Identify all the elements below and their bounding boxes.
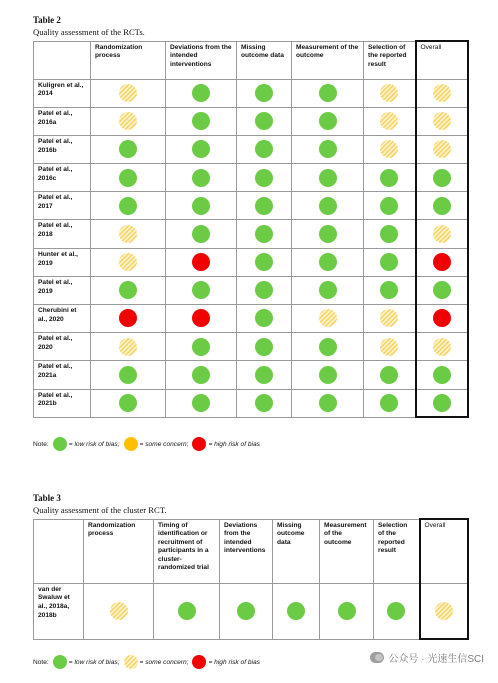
note-low-text: = low risk of bias; — [68, 440, 120, 448]
rating-cell — [364, 276, 416, 304]
low-risk-icon — [380, 169, 398, 187]
rating-cell — [292, 220, 364, 248]
column-header: Overall — [420, 519, 468, 583]
low-risk-icon — [255, 366, 273, 384]
table-row — [34, 333, 468, 361]
column-header: Missing outcome data — [237, 41, 292, 79]
header-row — [34, 519, 468, 583]
study-label: Patel et al., 2016b — [34, 135, 91, 163]
rating-cell — [166, 135, 237, 163]
some-concern-icon — [110, 602, 128, 620]
rating-cell — [292, 79, 364, 107]
low-risk-icon — [255, 281, 273, 299]
rating-cell — [166, 389, 237, 417]
study-label: Patel et al., 2021a — [34, 361, 91, 389]
low-risk-icon — [319, 338, 337, 356]
rating-cell — [91, 248, 166, 276]
rating-cell — [91, 361, 166, 389]
some-concern-icon — [119, 84, 137, 102]
low-risk-icon — [119, 366, 137, 384]
low-risk-icon — [380, 253, 398, 271]
table-row — [34, 305, 468, 333]
low-risk-icon — [255, 169, 273, 187]
column-header: Missing outcome data — [273, 519, 320, 583]
high-risk-icon — [433, 309, 451, 327]
rating-cell — [84, 583, 154, 639]
low-risk-icon — [319, 225, 337, 243]
low-risk-icon — [255, 309, 273, 327]
table-row — [34, 583, 468, 639]
low-risk-icon — [380, 366, 398, 384]
low-risk-icon — [192, 225, 210, 243]
table3-grid — [33, 518, 469, 640]
header-blank — [34, 519, 84, 583]
column-header: Timing of identification or recruitment of participants in a cluster-randomized trial — [154, 519, 220, 583]
some-concern-legend-icon — [124, 437, 138, 451]
some-concern-icon — [433, 140, 451, 158]
rating-cell — [364, 361, 416, 389]
high-risk-icon — [192, 309, 210, 327]
low-risk-icon — [192, 366, 210, 384]
rating-cell — [416, 276, 468, 304]
rating-cell — [364, 220, 416, 248]
rating-cell — [364, 305, 416, 333]
table-row — [34, 192, 468, 220]
high-risk-legend-icon — [192, 655, 206, 669]
rating-cell — [364, 107, 416, 135]
some-concern-icon — [433, 225, 451, 243]
some-concern-icon — [380, 338, 398, 356]
rating-cell — [166, 305, 237, 333]
low-risk-icon — [119, 394, 137, 412]
rating-cell — [237, 220, 292, 248]
high-risk-legend-icon — [192, 437, 206, 451]
low-risk-icon — [433, 169, 451, 187]
rating-cell — [237, 107, 292, 135]
rating-cell — [364, 164, 416, 192]
some-concern-icon — [435, 602, 453, 620]
table2-note — [33, 437, 260, 451]
rating-cell — [292, 333, 364, 361]
study-label: Patel et al., 2021b — [34, 389, 91, 417]
rating-cell — [166, 361, 237, 389]
rating-cell — [237, 333, 292, 361]
study-label: Patel et al., 2016a — [34, 107, 91, 135]
low-risk-icon — [319, 281, 337, 299]
low-risk-icon — [319, 140, 337, 158]
rating-cell — [166, 333, 237, 361]
table2-grid — [33, 40, 469, 418]
study-label: Kuligren et al., 2014 — [34, 79, 91, 107]
table-row — [34, 79, 468, 107]
rating-cell — [292, 305, 364, 333]
low-risk-icon — [433, 366, 451, 384]
column-header: Randomization process — [91, 41, 166, 79]
low-risk-icon — [433, 197, 451, 215]
low-risk-icon — [319, 197, 337, 215]
some-concern-icon — [119, 225, 137, 243]
low-risk-icon — [433, 281, 451, 299]
low-risk-legend-icon — [53, 655, 67, 669]
low-risk-icon — [319, 169, 337, 187]
low-risk-icon — [237, 602, 255, 620]
rating-cell — [292, 164, 364, 192]
rating-cell — [220, 583, 273, 639]
study-label: Cherubini et al., 2020 — [34, 305, 91, 333]
rating-cell — [320, 583, 374, 639]
some-concern-icon — [119, 112, 137, 130]
low-risk-icon — [319, 366, 337, 384]
low-risk-icon — [287, 602, 305, 620]
rating-cell — [91, 79, 166, 107]
column-header: Overall — [416, 41, 468, 79]
rating-cell — [364, 79, 416, 107]
rating-cell — [416, 135, 468, 163]
study-label: van der Swaluw et al., 2018a, 2018b — [34, 583, 84, 639]
note-concern-text: = some concern; — [139, 440, 189, 448]
some-concern-icon — [433, 112, 451, 130]
some-concern-icon — [380, 84, 398, 102]
note-high-text: = high risk of bias — [208, 440, 260, 448]
header-blank — [34, 41, 91, 79]
rating-cell — [292, 361, 364, 389]
wechat-icon — [370, 652, 384, 663]
table3-title: Table 3 — [33, 493, 61, 503]
table3-note — [33, 655, 260, 669]
study-label: Patel et al., 2020 — [34, 333, 91, 361]
rating-cell — [364, 135, 416, 163]
low-risk-icon — [119, 281, 137, 299]
low-risk-icon — [178, 602, 196, 620]
low-risk-icon — [192, 281, 210, 299]
note-low-text: = low risk of bias; — [68, 658, 120, 666]
rating-cell — [91, 305, 166, 333]
table2-caption: Quality assessment of the RCTs. — [33, 27, 145, 37]
low-risk-icon — [319, 253, 337, 271]
low-risk-legend-icon — [53, 437, 67, 451]
table-row — [34, 248, 468, 276]
low-risk-icon — [255, 394, 273, 412]
low-risk-icon — [192, 140, 210, 158]
rating-cell — [91, 135, 166, 163]
rating-cell — [91, 389, 166, 417]
low-risk-icon — [319, 394, 337, 412]
low-risk-icon — [255, 225, 273, 243]
rating-cell — [292, 248, 364, 276]
study-label: Patel et al., 2016c — [34, 164, 91, 192]
rating-cell — [364, 389, 416, 417]
low-risk-icon — [319, 112, 337, 130]
rating-cell — [292, 107, 364, 135]
watermark-text: 公众号 · 光速生信SCI — [388, 654, 484, 665]
table-row — [34, 361, 468, 389]
rating-cell — [416, 389, 468, 417]
rating-cell — [166, 192, 237, 220]
rating-cell — [374, 583, 420, 639]
rating-cell — [364, 192, 416, 220]
some-concern-icon — [433, 84, 451, 102]
note-concern-text: = some concern; — [139, 658, 189, 666]
rating-cell — [154, 583, 220, 639]
rating-cell — [237, 389, 292, 417]
rating-cell — [416, 248, 468, 276]
rating-cell — [416, 220, 468, 248]
low-risk-icon — [380, 225, 398, 243]
rating-cell — [292, 135, 364, 163]
table-row — [34, 220, 468, 248]
rating-cell — [91, 164, 166, 192]
note-label: Note: — [33, 440, 49, 448]
high-risk-icon — [433, 253, 451, 271]
low-risk-icon — [192, 394, 210, 412]
study-label: Hunter et al., 2019 — [34, 248, 91, 276]
low-risk-icon — [255, 112, 273, 130]
column-header: Measurement of the outcome — [292, 41, 364, 79]
low-risk-icon — [338, 602, 356, 620]
rating-cell — [166, 220, 237, 248]
note-high-text: = high risk of bias — [208, 658, 260, 666]
rating-cell — [237, 361, 292, 389]
rating-cell — [91, 192, 166, 220]
low-risk-icon — [119, 197, 137, 215]
table-row — [34, 107, 468, 135]
some-concern-icon — [119, 253, 137, 271]
low-risk-icon — [380, 394, 398, 412]
rating-cell — [166, 248, 237, 276]
table-row — [34, 135, 468, 163]
some-concern-icon — [119, 338, 137, 356]
rating-cell — [364, 333, 416, 361]
low-risk-icon — [433, 394, 451, 412]
rating-cell — [237, 276, 292, 304]
low-risk-icon — [119, 140, 137, 158]
low-risk-icon — [192, 338, 210, 356]
rating-cell — [237, 79, 292, 107]
high-risk-icon — [119, 309, 137, 327]
rating-cell — [237, 305, 292, 333]
rating-cell — [416, 305, 468, 333]
some-concern-legend-icon — [124, 655, 138, 669]
rating-cell — [237, 192, 292, 220]
rating-cell — [292, 276, 364, 304]
column-header: Selection of the reported result — [374, 519, 420, 583]
study-label: Patel et al., 2017 — [34, 192, 91, 220]
table-row — [34, 164, 468, 192]
low-risk-icon — [255, 197, 273, 215]
low-risk-icon — [255, 253, 273, 271]
rating-cell — [416, 79, 468, 107]
table3-caption: Quality assessment of the cluster RCT. — [33, 505, 167, 515]
some-concern-icon — [380, 309, 398, 327]
low-risk-icon — [255, 84, 273, 102]
rating-cell — [91, 333, 166, 361]
some-concern-icon — [380, 140, 398, 158]
column-header: Deviations from the intended interventions — [166, 41, 237, 79]
rating-cell — [91, 276, 166, 304]
low-risk-icon — [380, 281, 398, 299]
some-concern-icon — [433, 338, 451, 356]
low-risk-icon — [192, 169, 210, 187]
rating-cell — [237, 164, 292, 192]
rating-cell — [292, 389, 364, 417]
column-header: Randomization process — [84, 519, 154, 583]
low-risk-icon — [192, 84, 210, 102]
table-row — [34, 389, 468, 417]
rating-cell — [416, 192, 468, 220]
rating-cell — [166, 164, 237, 192]
column-header: Deviations from the intended interventions — [220, 519, 273, 583]
high-risk-icon — [192, 253, 210, 271]
some-concern-icon — [380, 112, 398, 130]
rating-cell — [416, 333, 468, 361]
low-risk-icon — [387, 602, 405, 620]
rating-cell — [166, 276, 237, 304]
rating-cell — [416, 361, 468, 389]
rating-cell — [416, 164, 468, 192]
rating-cell — [91, 220, 166, 248]
rating-cell — [292, 192, 364, 220]
rating-cell — [420, 583, 468, 639]
rating-cell — [166, 79, 237, 107]
low-risk-icon — [192, 197, 210, 215]
watermark — [370, 650, 484, 665]
some-concern-icon — [319, 309, 337, 327]
rating-cell — [273, 583, 320, 639]
rating-cell — [237, 248, 292, 276]
column-header: Measurement of the outcome — [320, 519, 374, 583]
rating-cell — [166, 107, 237, 135]
low-risk-icon — [319, 84, 337, 102]
low-risk-icon — [255, 140, 273, 158]
table2-title: Table 2 — [33, 15, 61, 25]
study-label: Patel et al., 2019 — [34, 276, 91, 304]
table-row — [34, 276, 468, 304]
low-risk-icon — [119, 169, 137, 187]
low-risk-icon — [380, 197, 398, 215]
low-risk-icon — [255, 338, 273, 356]
rating-cell — [91, 107, 166, 135]
low-risk-icon — [192, 112, 210, 130]
note-label: Note: — [33, 658, 49, 666]
column-header: Selection of the reported result — [364, 41, 416, 79]
rating-cell — [364, 248, 416, 276]
header-row — [34, 41, 468, 79]
rating-cell — [416, 107, 468, 135]
study-label: Patel et al., 2018 — [34, 220, 91, 248]
rating-cell — [237, 135, 292, 163]
